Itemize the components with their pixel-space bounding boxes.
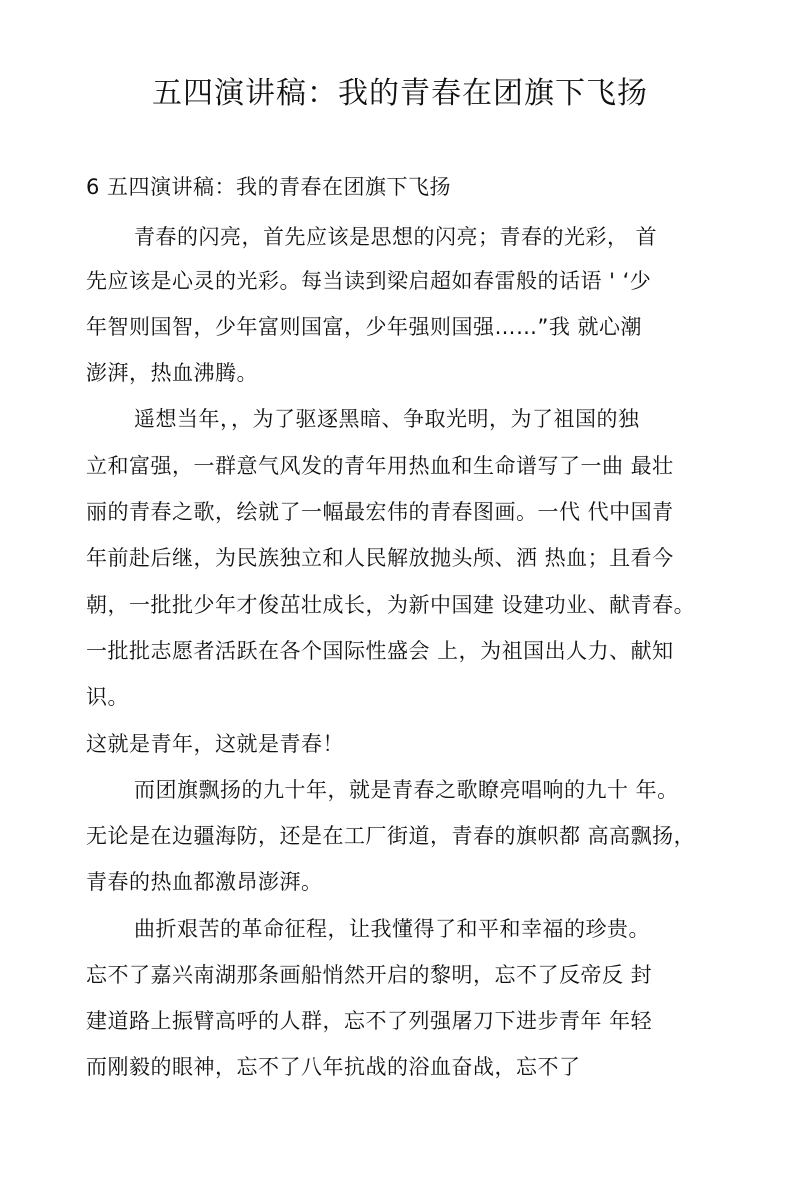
text-line: 朝，一批批少年才俊茁壮成长，为新中国建 设建功业、献青春。 [86, 593, 696, 617]
text-line: 澎湃，热血沸腾。 [86, 361, 258, 385]
text-line: 一批批志愿者活跃在各个国际性盛会 上，为祖国出人力、献知 [86, 639, 674, 663]
text-line: 先应该是心灵的光彩。每当读到梁启超如春雷般的话语 ' ‘少 [86, 269, 652, 293]
text-line: 忘不了嘉兴南湖那条画船悄然开启的黎明，忘不了反帝反 封 [86, 963, 653, 987]
text-line: 年智则国智，少年富则国富，少年强则国强……”我 就心潮 [86, 315, 643, 339]
text-line: 立和富强，一群意气风发的青年用热血和生命谱写了一曲 最壮 [86, 454, 674, 478]
text-line: 曲折艰苦的革命征程，让我懂得了和平和幸福的珍贵。 [134, 917, 650, 941]
text-line: 建道路上振臂高呼的人群，忘不了列强屠刀下进步青年 年轻 [86, 1009, 653, 1033]
text-line: 青春的热血都激昂澎湃。 [86, 870, 323, 894]
text-line: 这就是青年，这就是青春！ [86, 732, 344, 756]
text-line: 识。 [86, 685, 129, 709]
text-line: 青春的闪亮，首先应该是思想的闪亮；青春的光彩， 首 [134, 225, 658, 249]
text-line: 而刚毅的眼神，忘不了八年抗战的浴血奋战，忘不了 [86, 1055, 581, 1079]
text-line: 年前赴后继，为民族独立和人民解放抛头颅、洒 热血；且看今 [86, 546, 674, 570]
subtitle-line: 6 五四演讲稿：我的青春在团旗下飞扬 [86, 175, 452, 199]
document-title: 五四演讲稿：我的青春在团旗下飞扬 [152, 76, 648, 111]
text-line: 遥想当年，，为了驱逐黑暗、争取光明，为了祖国的独 [134, 407, 640, 431]
text-line: 丽的青春之歌，绘就了一幅最宏伟的青春图画。一代 代中国青 [86, 500, 674, 524]
text-line: 而团旗飘扬的九十年，就是青春之歌瞭亮唱响的九十 年。 [134, 778, 679, 802]
text-line: 无论是在边疆海防，还是在工厂街道，青春的旗帜都 高高飘扬， [86, 824, 696, 848]
